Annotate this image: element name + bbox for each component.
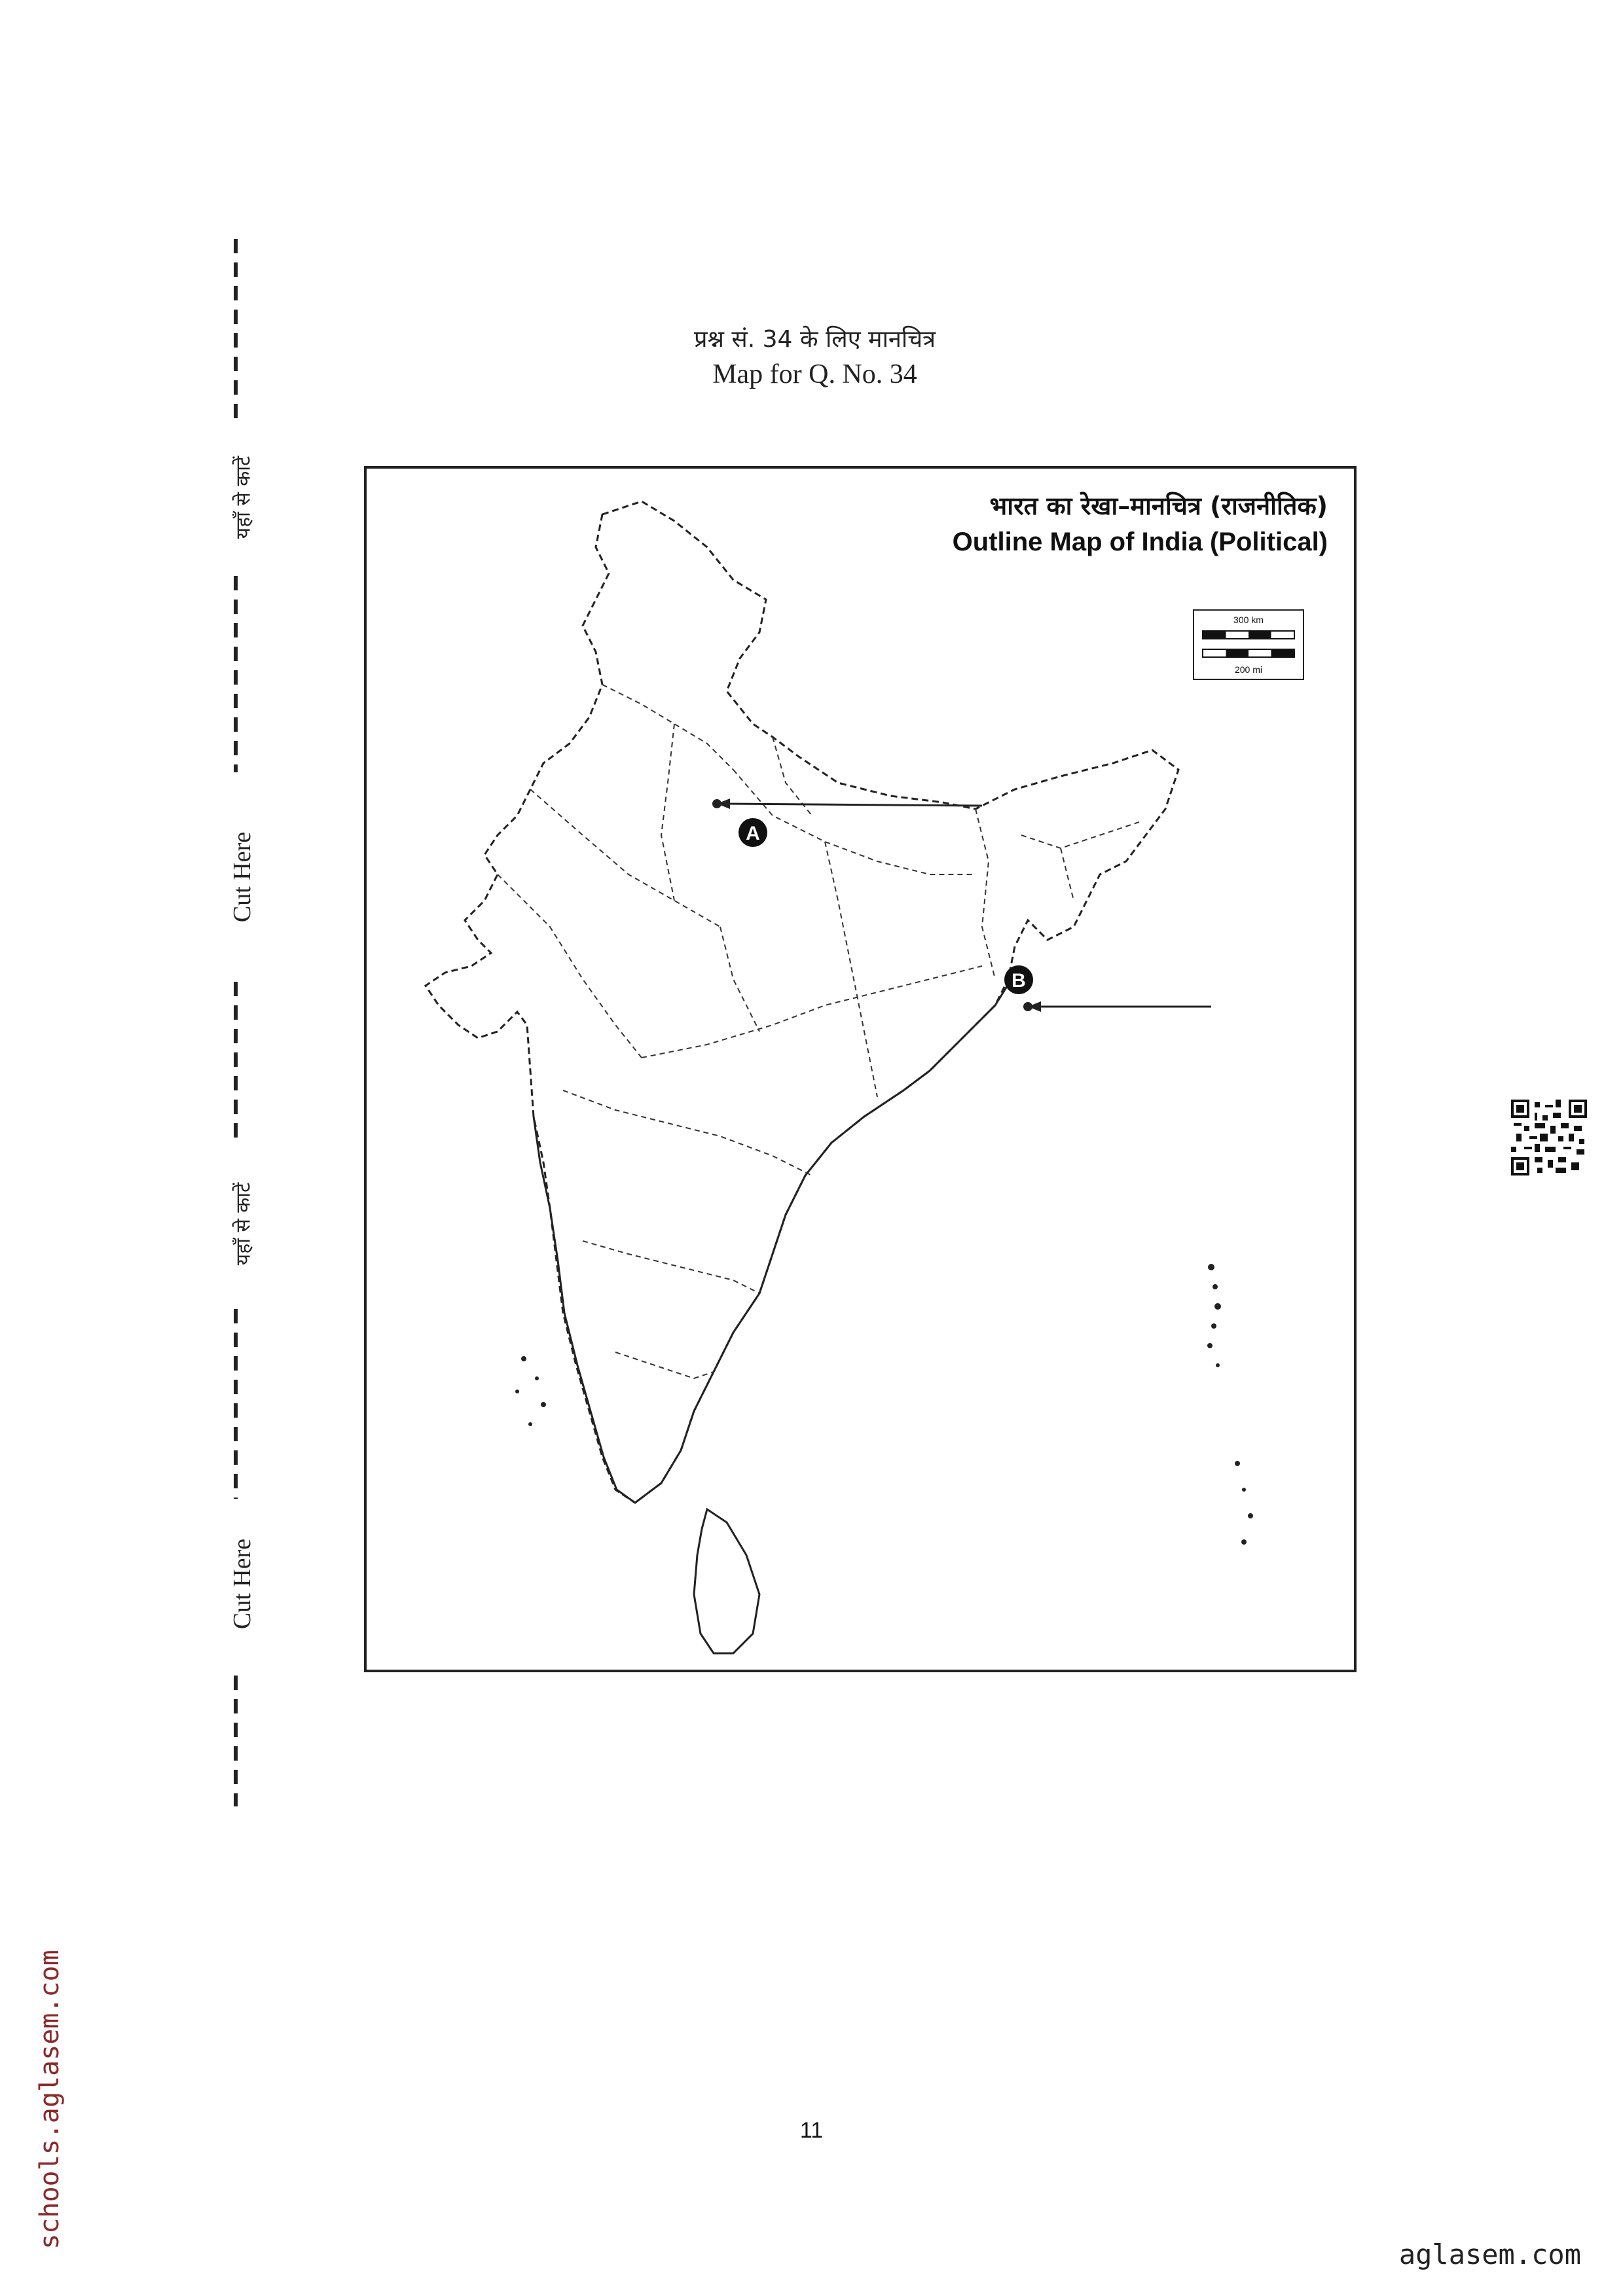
- india-outline-map: [367, 469, 1354, 1670]
- marker-b: [1004, 965, 1211, 1012]
- map-title: Outline Map of India (Political): [952, 528, 1328, 556]
- map-title-hindi: भारत का रेखा–मानचित्र (राजनीतिक): [989, 492, 1328, 520]
- cut-here-hindi-top: यहाँ से काटें: [232, 456, 255, 539]
- marker-a: [712, 798, 982, 847]
- cut-here-upper: Cut Here: [228, 831, 256, 923]
- sri-lanka-outline: [694, 1509, 759, 1653]
- marker-b-label: B: [1012, 970, 1026, 992]
- state-boundaries: [498, 685, 1139, 1378]
- east-coastline: [635, 979, 1012, 1503]
- watermark-side: schools.aglasem.com: [35, 1950, 65, 2250]
- india-boundary: [426, 501, 1178, 1503]
- page-number: 11: [799, 2118, 824, 2143]
- map-frame: [364, 466, 1357, 1672]
- andaman-nicobar-islands: [1207, 1264, 1253, 1545]
- cut-here-hindi-bottom: यहाँ से काटें: [232, 1182, 255, 1266]
- scale-km-label: 300 km: [1233, 615, 1264, 625]
- west-coastline: [534, 1117, 635, 1503]
- marker-a-label: A: [746, 823, 760, 844]
- scale-mi-label: 200 mi: [1234, 664, 1263, 675]
- lakshadweep-islands: [515, 1356, 546, 1426]
- qr-code: [1511, 1100, 1587, 1175]
- question-map-heading-hindi: प्रश्न सं. 34 के लिए मानचित्र: [694, 326, 936, 353]
- question-map-heading: Map for Q. No. 34: [712, 359, 917, 389]
- cut-here-lower: Cut Here: [228, 1538, 256, 1630]
- watermark-corner: aglasem.com: [1398, 2238, 1581, 2270]
